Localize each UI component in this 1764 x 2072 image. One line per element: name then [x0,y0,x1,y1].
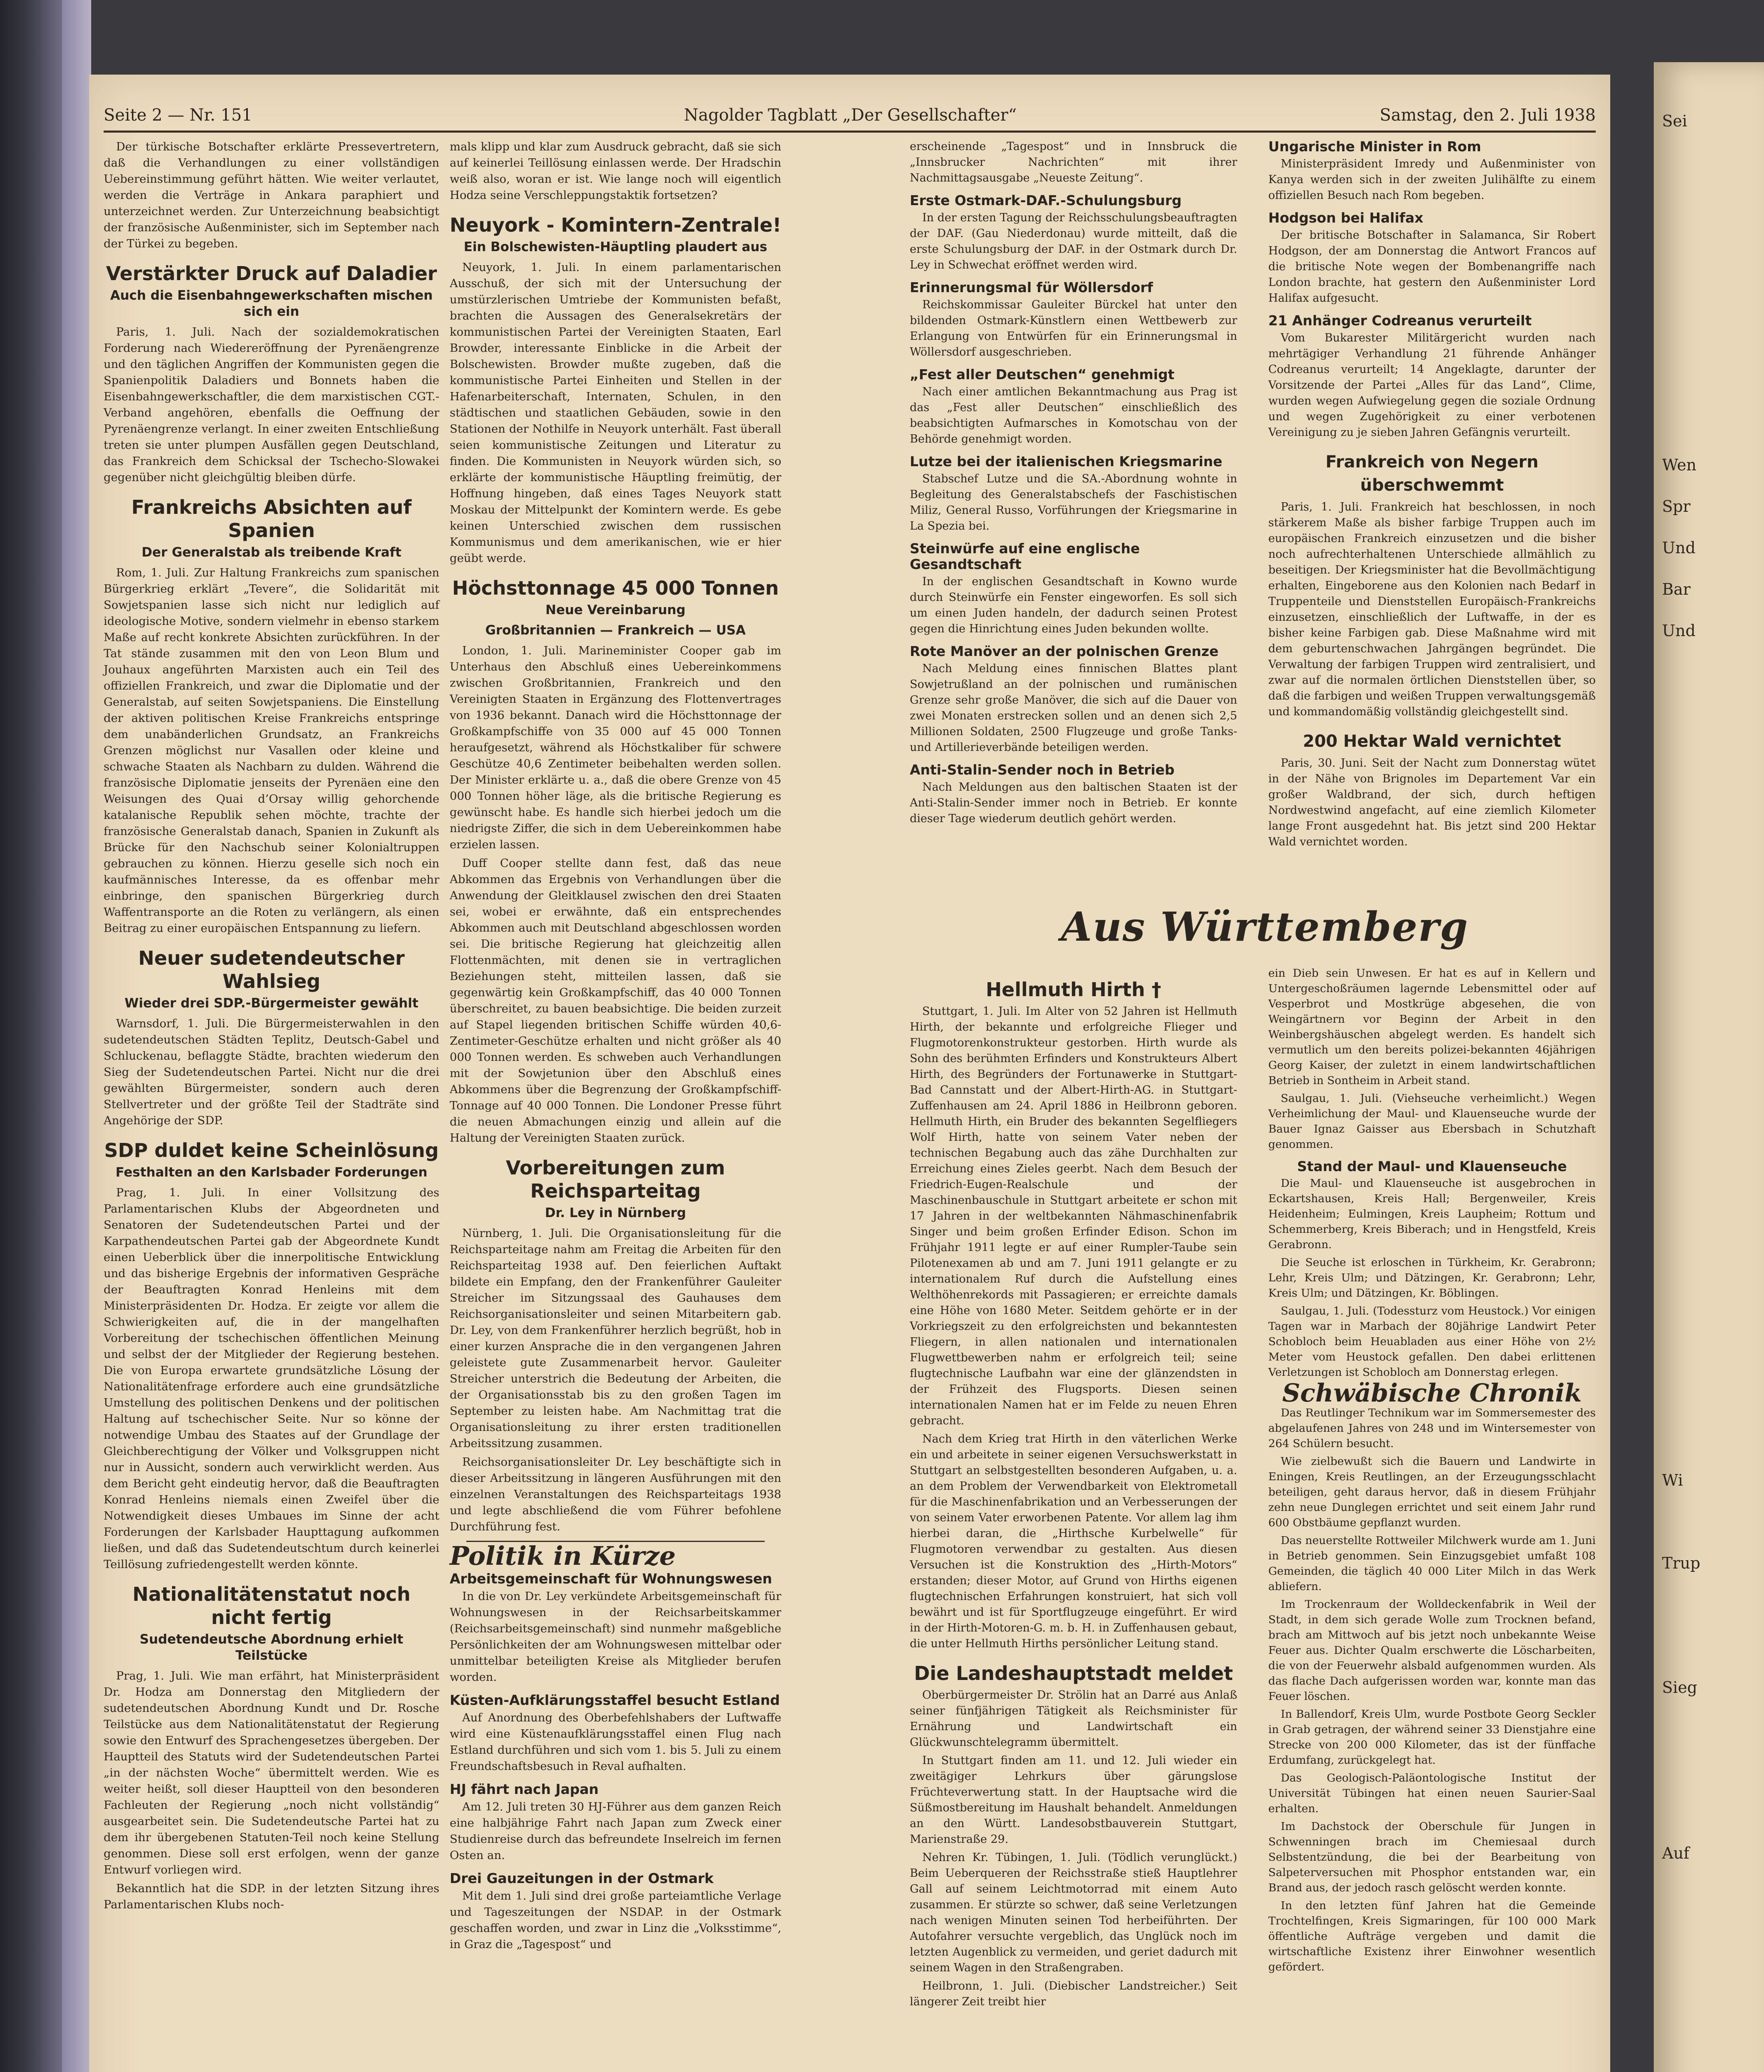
column-1 [104,139,439,1915]
article-text: Der türkische Botschafter erklärte Pressevertretern, daß die Verhandlungen zu einer vollständigen Uebereinstimmung geführt hätten. Wie weiter verlautet, werden die Verträge in Ankara paraphiert und unterzeichnet werden. Zur Unterzeichnung beabsichtigt der französische Außenminister, sich im September nach der Türkei zu begeben. [104,140,439,250]
article-headline: Neuer sudetendeutscher Wahlsieg [138,947,405,992]
column-4 [1268,139,1596,852]
article-text: Die Maul- und Klauenseuche ist ausgebrochen in Eckartshausen, Kreis Hall; Bergenweiler, Kreis Heidenheim; Eulmingen, Kreis Laupheim; Rottum und Schemmerberg, Kreis Biberach; und in Hengstfeld, Kreis Gerabronn. [1268,1177,1596,1251]
next-page-edge [1654,62,1764,2072]
section-headline: Schwäbische Chronik [1282,1379,1582,1408]
article-text: Prag, 1. Juli. In einer Vollsitzung des Parlamentarischen Klubs der Abgeordneten und Senatoren der Sudetendeutschen Partei und der Karpathendeutschen Partei gab der Abgeordnete Kundt einen Ueberblick über die innerpolitische Entwicklung und das bisherige Ergebnis der informativen Gespräche der Beauftragten Konrad Henleins mit dem Ministerpräsidenten Dr. Hodza. Er zeigte vor allem die Schwierigkeiten auf, die in der mangelhaften Vorbereitung der tschechischen öffentlichen Meinung und selbst der der Mitglieder der Regierung bestehen. Die von Europa erwartete grundsätzliche Lösung der Nationalitätenfrage erfordere auch eine grundsätzliche Umstellung des politischen Denkens und der politischen Haltung auf tschechischer Seite. Nur so könne der notwendige Umbau des Staates auf der Grundlage der Gleichberechtigung der Völker und Volksgruppen nicht nur in Aussicht, sondern auch verwirklicht werden. Aus dem Bericht geht eindeutig hervor, daß die Beauftragten Konrad Henleins niemals einen Zweifel über die Notwendigkeit dieses Umbaues im Sinne der acht Forderungen der Karlsbader Haupttagung aufkommen ließen, und daß das Sudetendeutschtum durch keinerlei Teillösung zufriedengestellt werden könnte. [104,1186,439,1571]
next-page-fragment: Trup [1662,1554,1701,1572]
next-page-fragment: Wi [1662,1471,1683,1489]
chronik-item: Wie zielbewußt sich die Bauern und Landwirte in Eningen, Kreis Reutlingen, an der Erzeugungsschlacht beteiligen, geht daraus hervor, daß in diesem Frühjahr zehn neue Dunglegen errichtet und seit einem Jahr rund 600 Obstbäume gepflanzt wurden. [1268,1455,1596,1529]
news-brief-text: Mit dem 1. Juli sind drei große parteiamtliche Verlage und Tageszeitungen der NSDAP. in der Ostmark geschaffen worden, und zwar in Linz die „Volksstimme“, in Graz die „Tagespost“ und [450,1889,781,1951]
chronik-item: Das Geologisch-Paläontologische Institut der Universität Tübingen hat einen neuen Saurier-Saal erhalten. [1268,1772,1596,1815]
news-brief-headline: Küsten-Aufklärungsstaffel besucht Estland [450,1692,780,1708]
article-subheadline: Der Generalstab als treibende Kraft [141,545,402,560]
article-text: Paris, 1. Juli. Frankreich hat beschlossen, in noch stärkerem Maße als bisher farbige Truppen auch im europäischen Frankreich einzusetzen und die bisher noch aufrechterhaltenen Unterschiede allmählich zu beseitigen. Der Kriegsminister hat die Bevollmächtigung erhalten, Eingeborene aus den Kolonien nach Bedarf in Truppenteile und Dienststellen Europäisch-Frankreichs einzusetzen, einschließlich der Luftwaffe, in der es bisher keine Farbigen gab. Diese Maßnahme wird mit dem geburtenschwachen Jahrgängen begründet. Die Verwaltung der farbigen Truppen wird zentralisiert, und zwar auf die normalen örtlichen Dienststellen über, so daß die farbigen und weißen Truppen verwaltungsgemäß und kommandomäßig vollständig gleichgestellt sind. [1268,501,1596,718]
article-subheadline: Großbritannien — Frankreich — USA [485,623,746,638]
article-text: Prag, 1. Juli. Wie man erfährt, hat Ministerpräsident Dr. Hodza am Donnerstag den Mitgliedern der sudetendeutschen Abordnung Kundt und Dr. Rosche Teilstücke aus dem Nationalitätenstatut der Regierung sowie den Entwurf des Sprachengesetzes übergeben. Der Hauptteil des Statuts wird der Sudetendeutschen Partei „in der nächsten Woche“ übermittelt werden. Wie es weiter heißt, soll dieser Hauptteil von den besonderen Fachleuten der Regierung „noch nicht vollständig“ ausgearbeitet sein. Die Sudetendeutsche Partei hat zu dem ihr übergebenen Statuten-Teil noch keine Stellung genommen. Diese soll erst erfolgen, wenn der ganze Entwurf vorliegen wird. [104,1669,439,1876]
article-headline: Frankreich von Negern überschwemmt [1325,453,1539,495]
news-brief-text: Vom Bukarester Militärgericht wurden nach mehrtägiger Verhandlung 21 führende Anhänger Codreanus verurteilt; 14 Angeklagte, darunter der Vorsitzende der Partei „Alles für das Land“, Clime, wurden wegen Aufwiegelung gegen die soziale Ordnung und wegen Zugehörigkeit zu einer verbotenen Vereinigung zu je sieben Jahren Gefängnis verurteilt. [1268,332,1596,439]
article-text: Paris, 30. Juni. Seit der Nacht zum Donnerstag wütet in der Nähe von Brignoles im Departement Var ein großer Waldbrand, der sich, durch heftigen Nordwestwind angefacht, auf eine ziemlich Kilometer lange Front ausgedehnt hat. Bis jetzt sind 200 Hektar Wald vernichtet worden. [1268,757,1596,848]
article-headline: SDP duldet keine Scheinlösung [104,1139,439,1162]
article-text: Oberbürgermeister Dr. Strölin hat an Darré aus Anlaß seiner fünfjährigen Tätigkeit als Reichsminister für Ernährung und Landwirtschaft ein Glückwunschtelegramm übermittelt. [910,1689,1237,1749]
news-brief-text: Ministerpräsident Imredy und Außenminister von Kanya werden sich in der zweiten Julihälfte zu einem offiziellen Besuch nach Rom begeben. [1268,157,1596,202]
column-5 [910,978,1237,2012]
next-page-fragment: Und [1662,539,1696,557]
next-page-fragment: Bar [1662,580,1691,598]
column-2 [450,139,781,1955]
news-brief-text: Am 12. Juli treten 30 HJ-Führer aus dem ganzen Reich eine halbjährige Fahrt nach Japan zum Zweck einer Studienreise durch das befreundete Inselreich im fernen Osten an. [450,1800,781,1862]
news-brief-headline: Arbeitsgemeinschaft für Wohnungswesen [450,1571,772,1587]
article-text: Nürnberg, 1. Juli. Die Organisationsleitung für die Reichsparteitage nahm am Freitag die Arbeiten für den Reichsparteitag 1938 auf. Den feierlichen Auftakt bildete ein Empfang, den der Frankenführer Gauleiter Streicher im Sitzungssaal des Gauhauses dem Reichsorganisationsleiter und seinen Mitarbeitern gab. Dr. Ley, von dem Frankenführer herzlich begrüßt, hob in einer kurzen Ansprache die in den vergangenen Jahren geleistete gute Zusammenarbeit hervor. Gauleiter Streicher unterstrich die Bedeutung der Arbeiten, die der Organisationsstab bis zu den großen Tagen im September zu leisten habe. Am Nachmittag trat die Organisationsleitung zu ihrer ersten traditionellen Arbeitssitzung zusammen. [450,1227,781,1450]
news-brief-headline: Anti-Stalin-Sender noch in Betrieb [910,762,1175,778]
news-brief-headline: Erste Ostmark-DAF.-Schulungsburg [910,192,1182,208]
article-headline: Höchsttonnage 45 000 Tonnen [452,577,779,599]
news-brief-text: In der englischen Gesandtschaft in Kowno wurde durch Steinwürfe ein Fenster eingeworfen. Es soll sich um einen Juden handeln, der dadurch seinen Protest gegen die Hinrichtung eines Juden bekunden wollte. [910,575,1237,635]
article-text: Bekanntlich hat die SDP. in der letzten Sitzung ihres Parlamentarischen Klubs noch- [104,1882,439,1911]
chronik-item: In den letzten fünf Jahren hat die Gemeinde Trochtelfingen, Kreis Sigmaringen, für 100 000 Mark öffentliche Aufträge vergeben und damit die wirtschaftliche Existenz ihrer Einwohner wesentlich gefördert. [1268,1899,1596,1973]
article-headline: Frankreichs Absichten auf Spanien [131,496,412,542]
article-subheadline: Sudetendeutsche Abordnung erhielt Teilstücke [140,1632,403,1663]
article-text: Nach dem Krieg trat Hirth in den väterlichen Werke ein und arbeitete in seiner eigenen Versuchswerkstatt in Stuttgart an selbstgestellten besonderen Aufgaben, u. a. an dem Problem der Verwendbarkeit von Elektrometall für die Maschinenfabrikation und an Verbesserungen der von seinem Vater erworbenen Patente. Vor allem lag ihm hierbei daran, die „Hirthsche Kurbelwelle“ für Flugmotoren verwendbar zu gestalten. Aus diesen Versuchen ist die Konstruktion des „Hirth-Motors“ erstanden; dieser Motor, auf Grund von Hirths eigenen flugtechnischen Erfahrungen konstruiert, hat sich voll bewährt und ist für Sportflugzeuge eingeführt. Er wird in der Hirth-Motoren-G. m. b. H. in Zuffenhausen gebaut, die unter Hellmuth Hirths persönlicher Leitung stand. [910,1433,1237,1650]
news-brief-text: Reichskommissar Gauleiter Bürckel hat unter den bildenden Ostmark-Künstlern einen Wettbewerb zur Erlangung von Entwürfen für ein Erinnerungsmal in Wöllersdorf ausgeschrieben. [910,298,1237,358]
article-headline: Verstärkter Druck auf Daladier [106,262,437,285]
article-headline: Neuyork - Komintern-Zentrale! [450,214,781,236]
article-subheadline: Festhalten an den Karlsbader Forderungen [115,1165,428,1180]
news-brief-headline: HJ fährt nach Japan [450,1781,599,1797]
article-subheadline: Ein Bolschewisten-Häuptling plaudert aus [463,240,768,254]
news-brief-headline: Steinwürfe auf eine englische Gesandtschaft [910,540,1140,572]
article-subheadline: Dr. Ley in Nürnberg [545,1205,686,1220]
article-text: Saulgau, 1. Juli. (Todessturz vom Heustock.) Vor einigen Tagen war in Marbach der 80jährige Landwirt Peter Schobloch beim Heuabladen aus einer Höhe von 2½ Meter vom Heustock gefallen. Den dabei erlittenen Verletzungen ist Schobloch am Donnerstag erlegen. [1268,1305,1596,1379]
article-headline: Vorbereitungen zum Reichsparteitag [506,1157,725,1202]
section-banner-wuerttemberg: Aus Württemberg [1061,903,1469,950]
chronik-item: Das Reutlinger Technikum war im Sommersemester des abgelaufenen Jahres von 248 und im Wintersemester von 264 Schülern besucht. [1268,1406,1596,1450]
article-text: Die Seuche ist erloschen in Türkheim, Kr. Gerabronn; Lehr, Kreis Ulm; und Dätzingen, Kr. Gerabronn; Lehr, Kreis Ulm; und Dätzingen, Kr. Böblingen. [1268,1256,1596,1300]
chronik-item: Im Trockenraum der Wolldeckenfabrik in Weil der Stadt, in dem sich gerade Wolle zum Trocknen befand, brach am Mittwoch auf bis jetzt noch unbekannte Weise Feuer aus. Dichter Qualm erschwerte die Löscharbeiten, die von der Feuerwehr alsbald aufgenommen wurden. Als das flache Dach aufgerissen worden war, konnte man das Feuer löschen. [1268,1598,1596,1703]
news-brief-headline: Drei Gauzeitungen in der Ostmark [450,1870,714,1886]
column-3 [910,139,1237,829]
news-brief-text: In die von Dr. Ley verkündete Arbeitsgemeinschaft für Wohnungswesen in der Reichsarbeitskammer (Reichsarbeitsgemeinschaft) sind nunmehr maßgebliche Persönlichkeiten der am Wohnungswesen mittelbar oder unmittelbar beteiligten Kreise als Mitglieder berufen worden. [450,1590,781,1684]
news-brief-headline: Erinnerungsmal für Wöllersdorf [910,279,1153,295]
header-rule [104,131,1596,133]
article-text: ein Dieb sein Unwesen. Er hat es auf in Kellern und Untergeschoßräumen lagernde Lebensmittel oder auf Vesperbrot und Mostkrüge abgesehen, die von Weingärtnern vor Beginn der Arbeit in den Weinbergshäuschen abgelegt werden. Es handelt sich vermutlich um den bereits polizei-bekannten 46jährigen Georg Kaiser, der zuletzt in einem landwirtschaftlichen Betrieb in Sontheim in Arbeit stand. [1268,967,1596,1087]
news-brief-text: Nach Meldungen aus den baltischen Staaten ist der Anti-Stalin-Sender immer noch in Betrieb. Er konnte dieser Tage wiederum deutlich gehört werden. [910,781,1237,825]
next-page-fragment: Sieg [1662,1678,1697,1697]
article-text: London, 1. Juli. Marineminister Cooper gab im Unterhaus den Abschluß eines Uebereinkommens zwischen Großbritannien, Frankreich und den Vereinigten Staaten in Ergänzung des Flottenvertrages von 1936 bekannt. Danach wird die Höchsttonnage der Großkampfschiffe von 35 000 auf 45 000 Tonnen heraufgesetzt, während als Höchstkaliber für schwere Geschütze 40,6 Zentimeter beibehalten werden sollen. Der Minister erklärte u. a., daß die obere Grenze von 45 000 Tonnen höher läge, als die britische Regierung es gewünscht habe. Es handle sich hierbei jedoch um die niedrigste Ziffer, die sich in dem Uebereinkommen habe erzielen lassen. [450,644,781,851]
article-text: Reichsorganisationsleiter Dr. Ley beschäftigte sich in dieser Arbeitssitzung in längeren Ausführungen mit den einzelnen Veranstaltungen des Reichsparteitags 1938 und legte abschließend die vom Führer befohlene Durchführung fest. [450,1455,781,1533]
article-subheadline: Wieder drei SDP.-Bürgermeister gewählt [124,996,419,1011]
news-brief-headline: 21 Anhänger Codreanus verurteilt [1268,312,1532,329]
chronik-item: Das neuerstellte Rottweiler Milchwerk wurde am 1. Juni in Betrieb genommen. Sein Einzugsgebiet umfaßt 108 Gemeinden, die täglich 40 000 Liter Milch in das Werk abliefern. [1268,1534,1596,1593]
article-text: Nehren Kr. Tübingen, 1. Juli. (Tödlich verunglückt.) Beim Ueberqueren der Reichsstraße stieß Hauptlehrer Gall auf seinem Leichtmotorrad mit einem Auto zusammen. Er stürzte so schwer, daß seine Verletzungen nach wenigen Minuten seinen Tod herbeiführten. Der Autofahrer versuchte vergeblich, das Unglück noch im letzten Augenblick zu vermeiden, und geriet dadurch mit seinem Wagen in den Straßengraben. [910,1851,1237,1974]
next-page-fragment: Wen [1662,456,1696,474]
news-brief-text: Stabschef Lutze und die SA.-Abordnung wohnte in Begleitung des Generalstabschefs der Faschistischen Miliz, General Russo, Vorführungen der Kriegsmarine in La Spezia bei. [910,472,1237,533]
article-text: Saulgau, 1. Juli. (Viehseuche verheimlicht.) Wegen Verheimlichung der Maul- und Klauenseuche wurde der Bauer Ignaz Gaisser aus Ebersbach in Schutzhaft genommen. [1268,1092,1596,1151]
article-text: Neuyork, 1. Juli. In einem parlamentarischen Ausschuß, der sich mit der Untersuchung der umstürzlerischen Umtriebe der Kommunisten befaßt, brachten die Aussagen des Generalsekretärs der kommunistischen Partei der Vereinigten Staaten, Earl Browder, interessante Einblicke in die Arbeit der Bolschewisten. Browder mußte zugeben, daß die kommunistische Partei Einheiten und Stellen in der Hafenarbeiterschaft, Internaten, Schulen, in den städtischen und staatlichen Gebäuden, sowie in den Stationen der Nothilfe in Neuyork unterhält. Fast überall seien kommunistische Zeitungen und Literatur zu finden. Die Kommunisten in Neuyork würden sich, so erklärte der kommunistische Häuptling freimütig, der Hoffnung hingeben, daß eines Tages Neuyork statt Moskau der Mittelpunkt der Komintern werde. Es gebe keinen Unterschied zwischen dem russischen Kommunismus und dem amerikanischen, wie er hier geübt werde. [450,261,781,565]
article-text: Paris, 1. Juli. Nach der sozialdemokratischen Forderung nach Wiedereröffnung der Pyrenäengrenze und den täglichen Angriffen der Kommunisten gegen die Spanienpolitik Daladiers und Bonnets haben die Eisenbahngewerkschaftler, die dem marxistischen CGT.-Verband angehören, ebenfalls die Oeffnung der Pyrenäengrenze verlangt. In einer zweiten Entschließung treten sie unter plumpen Ausfällen gegen Deutschland, das Frankreich dem Schicksal der Tschecho-Slowakei gegenüber nicht gleichgültig bleiben dürfe. [104,325,439,484]
article-subheadline: Neue Vereinbarung [545,603,686,617]
news-brief-text: In der ersten Tagung der Reichsschulungsbeauftragten der DAF. (Gau Niederdonau) wurde mitteilt, daß die erste Schulungsburg der DAF. in der Ostmark durch Dr. Ley in Schwechat eröffnet werden wird. [910,211,1237,271]
article-headline: Hellmuth Hirth † [986,978,1161,1001]
news-brief-headline: Ungarische Minister in Rom [1268,138,1481,155]
article-text: Warnsdorf, 1. Juli. Die Bürgermeisterwahlen in den sudetendeutschen Städten Teplitz, Deutsch-Gabel und Schluckenau, beflaggte Städte, brachten wiederum den Sieg der Sudetendeutschen Partei. Nicht nur die drei gewählten Bürgermeister, sondern auch deren Stellvertreter und der größte Teil der Stadträte sind Angehörige der SDP. [104,1017,439,1127]
article-subheadline: Auch die Eisenbahngewerkschaften mischen sich ein [110,288,433,319]
news-brief-text: Nach einer amtlichen Bekanntmachung aus Prag ist das „Fest aller Deutschen“ einschließlich des beabsichtigten Aufmarsches in Komotschau von der Behörde genehmigt worden. [910,385,1237,445]
section-headline: Politik in Kürze [450,1541,676,1571]
binding-edge [62,0,91,2072]
news-brief-text: Nach Meldung eines finnischen Blattes plant Sowjetrußland an der polnischen und rumänischen Grenze sehr große Manöver, die sich auf die Dauer von zwei Monaten erstrecken sollen und an denen sich 2,5 Millionen Soldaten, 2500 Flugzeuge und große Tanks- und Artillerieverbände beteiligen werden. [910,662,1237,754]
column-6 [1268,966,1596,1977]
news-brief-text: Der britische Botschafter in Salamanca, Sir Robert Hodgson, der am Donnerstag die Antwort Francos auf die britische Note wegen der Bombenangriffe nach London brachte, hat gestern den Außenminister Lord Halifax aufgesucht. [1268,229,1596,305]
newspaper-title: Nagolder Tagblatt „Der Gesellschafter“ [684,106,1017,125]
article-text: Heilbronn, 1. Juli. (Diebischer Landstreicher.) Seit längerer Zeit treibt hier [910,1980,1237,2008]
news-brief-text: Auf Anordnung des Oberbefehlshabers der Luftwaffe wird eine Küstenaufklärungsstaffel einen Flug nach Estland durchführen und sich vom 1. bis 5. Juli zu einem Freundschaftsbesuch in Reval aufhalten. [450,1711,781,1773]
article-headline: Die Landeshauptstadt meldet [914,1662,1233,1685]
news-brief-headline: Hodgson bei Halifax [1268,210,1424,226]
chronik-item: Im Dachstock der Oberschule für Jungen in Schwenningen brach im Chemiesaal durch Selbstentzündung, die bei der Bearbeitung von Salpeterversuchen mit Phosphor entstanden war, ein Brand aus, der jedoch rasch gelöscht werden konnte. [1268,1820,1596,1894]
article-text: In Stuttgart finden am 11. und 12. Juli wieder ein zweitägiger Lehrkurs über gärungslose Früchteverwertung statt. In der Hauptsache wird die Süßmostbereitung im Haushalt behandelt. Anmeldungen an den Württ. Landesobstbauverein Stuttgart, Marienstraße 29. [910,1754,1237,1846]
next-page-fragment: Und [1662,622,1696,640]
article-headline: 200 Hektar Wald vernichtet [1303,732,1561,751]
article-text: Rom, 1. Juli. Zur Haltung Frankreichs zum spanischen Bürgerkrieg erklärt „Tevere“, die Solidarität mit Sowjetspanien lasse sich nicht nur lediglich auf ideologische Motive, sondern vielmehr in ebenso starkem Maße auf recht konkrete Absichten zurückführen. In der Tat stände zusammen mit den von Leon Blum und Jouhaux angeführten Marxisten auch ein Teil des offiziellen Frankreich, und zwar die Diplomatie und der Generalstab, auf seiten Sowjetspaniens. Die Einstellung der aktiven politischen Kreise Frankreichs entspringe dem unabänderlichen Grundsatz, an Frankreichs Grenzen möglichst nur Vasallen oder kleine und schwache Staaten als Nachbarn zu dulden. Während die französische Diplomatie jenseits der Pyrenäen eine den Weisungen des Quai d’Orsay willig gehorchende katalanische Republik sehen möchte, trachte der französische Generalstab danach, Spanien in Zukunft als Brücke für den Nachschub seiner Kolonialtruppen gebrauchen zu können. Hierzu geselle sich noch ein kaufmännisches Interesse, da es offenbar mehr einbringe, den spanischen Bürgerkrieg durch Waffentransporte an die Roten zu verlängern, als einen Beitrag zu einer europäischen Entspannung zu liefern. [104,566,439,935]
next-page-fragment: Sei [1662,112,1687,130]
news-brief-headline: Stand der Maul- und Klauenseuche [1297,1158,1567,1174]
next-page-fragment: Auf [1662,1844,1689,1862]
article-text: Duff Cooper stellte dann fest, daß das neue Abkommen das Ergebnis von Verhandlungen über die Anwendung der Gleitklausel zwischen den drei Staaten sei, wobei er erwähnte, daß ein entsprechendes Abkommen auch mit Deutschland abgeschlossen worden sei. Die britische Regierung hat gleichzeitig allen Flottenmächten, mit denen sie in vertraglichen Beziehungen steht, mitteilen lassen, daß sie gegenwärtig kein Großkampfschiff, das 40 000 Tonnen überschreitet, zu bauen beabsichtige. Die beiden zurzeit auf Stapel liegenden britischen Schiffe würden 40,6-Zentimeter-Geschütze erhalten und nicht größer als 40 000 Tonnen werden. Es schweben auch Verhandlungen mit der Sowjetunion über den Abschluß eines Abkommens über die Begrenzung der Großkampfschiff-Tonnage auf 40 000 Tonnen. Die Londoner Presse führt die neuen Abmachungen einzig und allein auf die Haltung der Vereinigten Staaten zurück. [450,857,781,1145]
next-page-fragment: Spr [1662,497,1691,516]
news-brief-headline: Lutze bei der italienischen Kriegsmarine [910,453,1223,470]
article-text: Stuttgart, 1. Juli. Im Alter von 52 Jahren ist Hellmuth Hirth, der bekannte und erfolgreiche Flieger und Flugmotorenkonstrukteur gestorben. Hirth wurde als Sohn des berühmten Erfinders und Konstrukteurs Albert Hirth, des Begründers der Fortunawerke in Stuttgart-Bad Cannstatt und der Albert-Hirth-AG. in Stuttgart-Zuffenhausen am 24. April 1886 in Heilbronn geboren. Hellmuth Hirth, ein Bruder des bekannten Segelfliegers Wolf Hirth, hatte von seinem Vater neben der technischen Begabung auch das zähe Durchhalten zur Erreichung eines Zieles geerbt. Nach dem Besuch der Friedrich-Eugen-Realschule und der Maschinenbauschule in Stuttgart arbeitete er schon mit 17 Jahren in der weltbekannten Nähmaschinenfabrik Singer und beim großen Erfinder Edison. Schon im Frühjahr 1911 legte er auf einer Rumpler-Taube sein Pilotenexamen ab und am 7. Juni 1911 gelangte er zu internationalem Ruf durch die Aufstellung eines Welthöhenrekords mit Passagieren; er erreichte damals eine Höhe von 1680 Meter. Seitdem gehörte er in der Vorkriegszeit zu den erfolgreichsten und bekanntesten Fliegern, in allen nationalen und internationalen Flugwettbewerben nahm er erfolgreich teil; seine flugtechnische Laufbahn war eine der glänzendsten in der Frühzeit des Flugsports. Diesen seinen internationalen Namen hat er im Felde zu neuen Ehren gebracht. [910,1005,1237,1427]
article-text: mals klipp und klar zum Ausdruck gebracht, daß sie sich auf keinerlei Teillösung einlassen werde. Der Hradschin weiß also, woran er ist. Wie lange noch will eigentlich Hodza seine Verschleppungstaktik fortsetzen? [450,140,781,202]
news-brief-headline: „Fest aller Deutschen“ genehmigt [910,366,1175,382]
news-brief-text: erscheinende „Tagespost“ und in Innsbruck die „Innsbrucker Nachrichten“ mit ihrer Nachmittagsausgabe „Neueste Zeitung“. [910,140,1237,184]
issue-date: Samstag, den 2. Juli 1938 [1379,106,1596,125]
page-number: Seite 2 — Nr. 151 [104,106,252,125]
book-binding [0,0,70,2072]
news-brief-headline: Rote Manöver an der polnischen Grenze [910,643,1219,659]
chronik-item: In Ballendorf, Kreis Ulm, wurde Postbote Georg Seckler in Grab getragen, der während seiner 33 Dienstjahre eine Strecke von 200 000 Kilometer, das ist der fünffache Erdumfang, zurückgelegt hat. [1268,1708,1596,1767]
article-headline: Nationalitätenstatut noch nicht fertig [132,1583,411,1629]
